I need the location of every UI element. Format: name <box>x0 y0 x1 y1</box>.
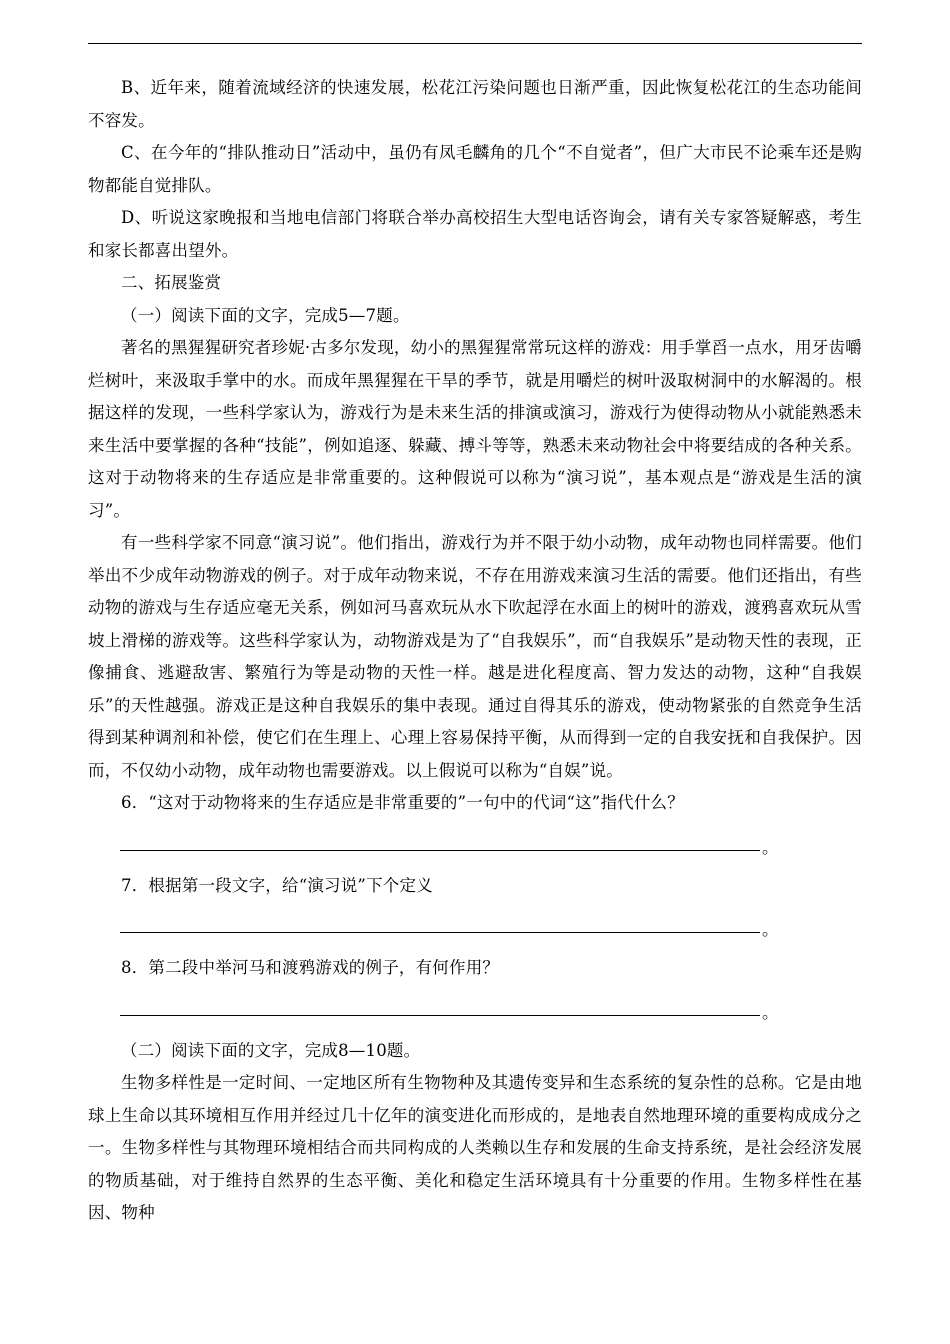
answer-line-7[interactable] <box>88 902 862 952</box>
reading-1-intro: （一）阅读下面的文字，完成5—7题。 <box>121 305 410 325</box>
reading-2-intro: （二）阅读下面的文字，完成8—10题。 <box>121 1040 421 1060</box>
question-7: 7．根据第一段文字，给“演习说”下个定义 <box>121 875 433 895</box>
answer-period: 。 <box>762 1002 779 1022</box>
reading-2-paragraph-1: 生物多样性是一定时间、一定地区所有生物物种及其遗传变异和生态系统的复杂性的总称。它是由地球上生命以其环境相互作用并经过几十亿年的演变进化而形成的，是地表自然地理环境的重要构成成分之一。生物多样性与其物理环境相结合而共同构成的人类赖以生存和发展的生命支持系统，是社会经济发展的物质基础，对于维持自然界的生态平衡、美化和稳定生活环境具有十分重要的作用。生物多样性在基因、物种 <box>88 1073 862 1222</box>
question-6: 6．“这对于动物将来的生存适应是非常重要的”一句中的代词“这”指代什么？ <box>121 793 684 812</box>
reading-1-paragraph-1: 著名的黑猩猩研究者珍妮·古多尔发现，幼小的黑猩猩常常玩这样的游戏：用手掌舀一点水，用牙齿嚼烂树叶，来汲取手掌中的水。而成年黑猩猩在干旱的季节，就是用嚼烂的树叶汲取树洞中的水解渴的。根据这样的发现，一些科学家认为，游戏行为是未来生活的排演或演习，游戏行为使得动物从小就能熟悉未来生活中要掌握的各种“技能”，例如追逐、躲藏、搏斗等等，熟悉未来动物社会中将要结成的各种关系。这对于动物将来的生存适应是非常重要的。这种假说可以称为“演习说”，基本观点是“游戏是生活的演习”。 <box>88 338 862 520</box>
answer-period: 。 <box>762 920 779 939</box>
answer-blank[interactable] <box>120 850 760 851</box>
question-8: 8．第二段中举河马和渡鸦游戏的例子，有何作用？ <box>121 958 500 977</box>
answer-line-6[interactable] <box>88 820 862 870</box>
header-rule <box>88 43 862 44</box>
option-c: C、在今年的“排队推动日”活动中，虽仍有凤毛麟角的几个“不自觉者”，但广大市民不论乘车还是购物都能自觉排队。 <box>88 143 862 195</box>
document-body <box>88 72 862 1230</box>
answer-blank[interactable] <box>120 1015 760 1016</box>
answer-line-8[interactable] <box>88 985 862 1035</box>
reading-1-paragraph-2: 有一些科学家不同意“演习说”。他们指出，游戏行为并不限于幼小动物，成年动物也同样需要。他们举出不少成年动物游戏的例子。对于成年动物来说，不存在用游戏来演习生活的需要。他们还指出，有些动物的游戏与生存适应毫无关系，例如河马喜欢玩从水下吹起浮在水面上的树叶的游戏，渡鸦喜欢玩从雪坡上滑梯的游戏等。这些科学家认为，动物游戏是为了“自我娱乐”，而“自我娱乐”是动物天性的表现，正像捕食、逃避敌害、繁殖行为等是动物的天性一样。越是进化程度高、智力发达的动物，这种“自我娱乐”的天性越强。游戏正是这种自我娱乐的集中表现。通过自得其乐的游戏，使动物紧张的自然竞争生活得到某种调剂和补偿，使它们在生理上、心理上容易保持平衡，从而得到一定的自我安抚和自我保护。因而，不仅幼小动物，成年动物也需要游戏。以上假说可以称为“自娱”说。 <box>88 533 862 780</box>
option-b: B、近年来，随着流域经济的快速发展，松花江污染问题也日渐严重，因此恢复松花江的生态功能间不容发。 <box>88 78 862 130</box>
answer-period: 。 <box>762 837 779 857</box>
option-d: D、听说这家晚报和当地电信部门将联合举办高校招生大型电话咨询会，请有关专家答疑解惑，考生和家长都喜出望外。 <box>88 208 862 260</box>
answer-blank[interactable] <box>120 932 760 933</box>
section-heading: 二、拓展鉴赏 <box>121 273 222 292</box>
